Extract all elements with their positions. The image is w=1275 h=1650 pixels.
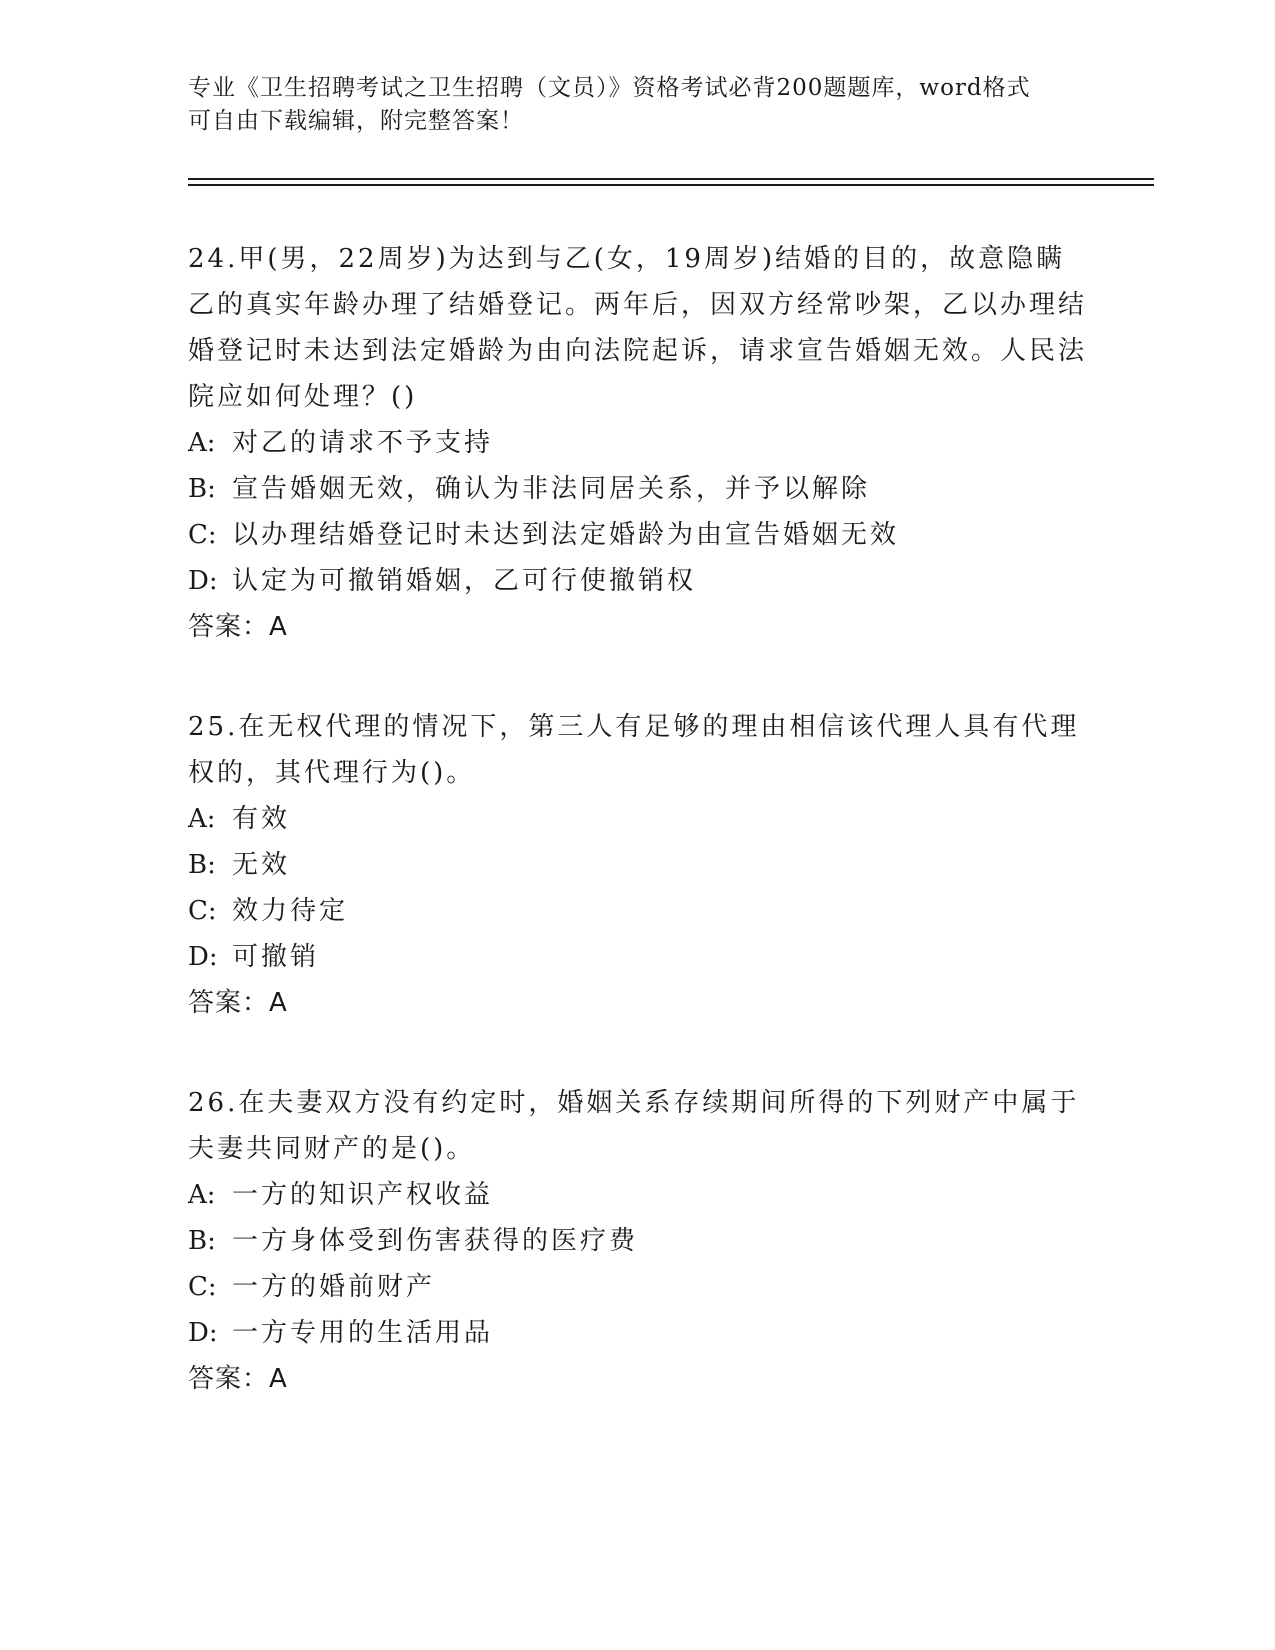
option-letter: C:: [188, 896, 217, 926]
header-line-2: 可自由下载编辑，附完整答案！: [188, 108, 524, 134]
question-stem: 26.在夫妻双方没有约定时，婚姻关系存续期间所得的下列财产中属于夫妻共同财产的是()。: [188, 1088, 1080, 1164]
header-rule-top: [188, 178, 1154, 180]
option-b: [188, 1218, 1088, 1264]
option-b: [188, 466, 1088, 512]
question-26: [188, 1080, 1088, 1402]
option-b: [188, 842, 1088, 888]
question-stem: 24.甲(男，22周岁)为达到与乙(女，19周岁)结婚的目的，故意隐瞒乙的真实年龄办理了结婚登记。两年后，因双方经常吵架，乙以办理结婚登记时未达到法定婚龄为由向法院起诉，请求宣告婚姻无效。人民法院应如何处理？(): [188, 244, 1088, 412]
answer-line: 答案：A: [188, 612, 288, 642]
option-c: [188, 512, 1088, 558]
option-text: 一方专用的生活用品: [232, 1318, 494, 1348]
option-letter: A:: [188, 1180, 216, 1210]
option-letter: C:: [188, 1272, 217, 1302]
option-a: [188, 1172, 1088, 1218]
option-letter: B:: [188, 850, 216, 880]
option-text: 一方的婚前财产: [232, 1272, 436, 1302]
option-c: [188, 888, 1088, 934]
option-text: 对乙的请求不予支持: [232, 428, 494, 458]
document-header: [188, 72, 1088, 138]
question-stem: 25.在无权代理的情况下，第三人有足够的理由相信该代理人具有代理权的，其代理行为()。: [188, 712, 1080, 788]
option-letter: D:: [188, 1318, 218, 1348]
question-24: [188, 236, 1088, 650]
option-text: 效力待定: [232, 896, 349, 926]
option-text: 有效: [232, 804, 291, 834]
option-d: [188, 1310, 1088, 1356]
question-list: [188, 236, 1088, 1456]
option-text: 一方的知识产权收益: [232, 1180, 494, 1210]
option-letter: D:: [188, 942, 218, 972]
option-letter: D:: [188, 566, 218, 596]
option-letter: B:: [188, 474, 216, 504]
option-text: 无效: [232, 850, 291, 880]
option-a: [188, 420, 1088, 466]
option-letter: A:: [188, 804, 216, 834]
option-a: [188, 796, 1088, 842]
option-text: 可撤销: [232, 942, 320, 972]
option-text: 以办理结婚登记时未达到法定婚龄为由宣告婚姻无效: [232, 520, 900, 550]
option-letter: A:: [188, 428, 216, 458]
option-text: 一方身体受到伤害获得的医疗费: [232, 1226, 639, 1256]
header-rule-bottom: [188, 184, 1154, 186]
answer-line: 答案：A: [188, 1364, 288, 1394]
option-letter: C:: [188, 520, 217, 550]
option-c: [188, 1264, 1088, 1310]
option-text: 宣告婚姻无效，确认为非法同居关系，并予以解除: [232, 474, 871, 504]
option-text: 认定为可撤销婚姻，乙可行使撤销权: [232, 566, 697, 596]
question-25: [188, 704, 1088, 1026]
answer-line: 答案：A: [188, 988, 288, 1018]
option-d: [188, 558, 1088, 604]
option-d: [188, 934, 1088, 980]
option-letter: B:: [188, 1226, 216, 1256]
header-line-1: 专业《卫生招聘考试之卫生招聘（文员）》资格考试必背200题题库，word格式: [188, 75, 1031, 101]
